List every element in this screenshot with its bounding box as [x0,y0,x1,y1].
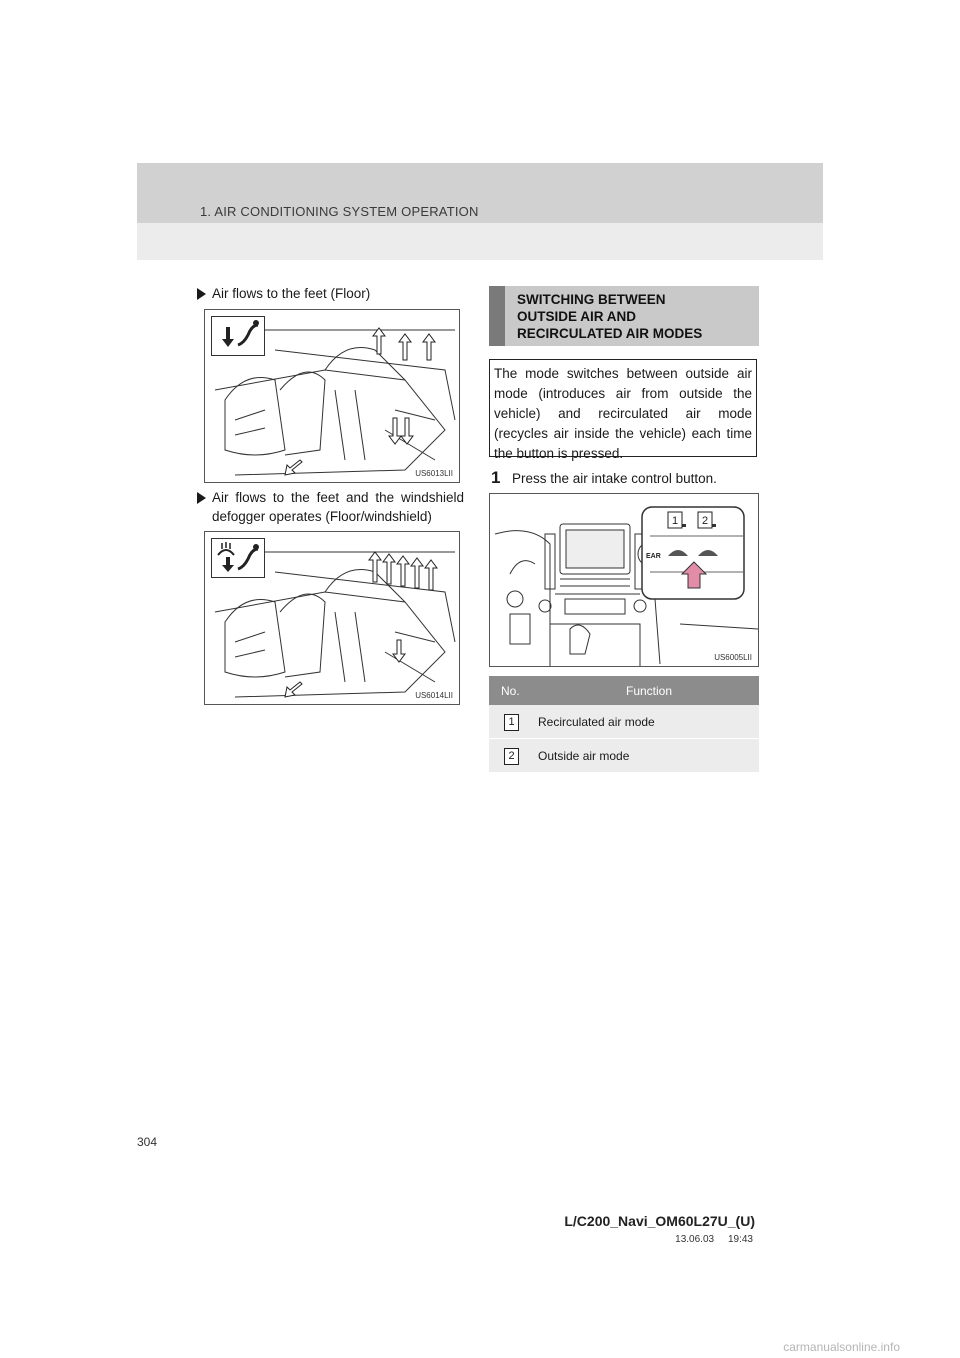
step-number: 1 [491,468,501,487]
figure-code: US6005LII [714,653,752,662]
floor-windshield-mode-icon [211,538,265,578]
section-heading: SWITCHING BETWEEN OUTSIDE AIR AND RECIRCULATED AIR MODES [489,286,759,346]
row-function: Recirculated air mode [538,715,655,729]
callout-2: 2 [701,515,709,527]
callout-1: 1 [671,515,679,527]
triangle-bullet-icon [197,288,206,300]
header-top-bar [137,163,823,223]
figure-floor-airflow [204,309,460,483]
heading-bar [489,286,505,346]
triangle-bullet-icon [197,492,206,504]
figure-code: US6013LII [415,469,453,478]
function-table [489,676,759,773]
document-date: 13.06.03 19:43 [675,1234,753,1245]
section-title: 1. AIR CONDITIONING SYSTEM OPERATION [200,204,479,219]
row-number: 1 [504,714,519,731]
figure-code: US6014LII [415,691,453,700]
bullet-floor: Air flows to the feet (Floor) [212,284,370,303]
table-header [489,676,759,705]
page-number: 304 [137,1135,158,1149]
step-text: Press the air intake control button. [512,471,717,486]
watermark: carmanualsonline.info [783,1340,900,1354]
dashboard-illustration [490,494,758,666]
info-box: The mode switches between outside air mode (introduces air from outside the vehicle) and recirculated air mode (recycles air inside the vehicle) each time the button is pressed. [489,359,757,457]
header-band [137,163,823,260]
panel-label: EAR [646,553,661,560]
document-code: L/C200_Navi_OM60L27U_(U) [564,1213,755,1229]
row-function: Outside air mode [538,749,630,763]
floor-mode-icon [211,316,265,356]
figure-air-intake-button [489,493,759,667]
figure-floor-windshield-airflow [204,531,460,705]
row-number: 2 [504,748,519,765]
bullet-floor-windshield: Air flows to the feet and the windshield defogger operates (Floor/windshield) [212,488,464,526]
table-row [489,705,759,739]
column-header-no: No. [501,684,520,698]
column-header-function: Function [625,684,673,698]
table-row [489,739,759,773]
